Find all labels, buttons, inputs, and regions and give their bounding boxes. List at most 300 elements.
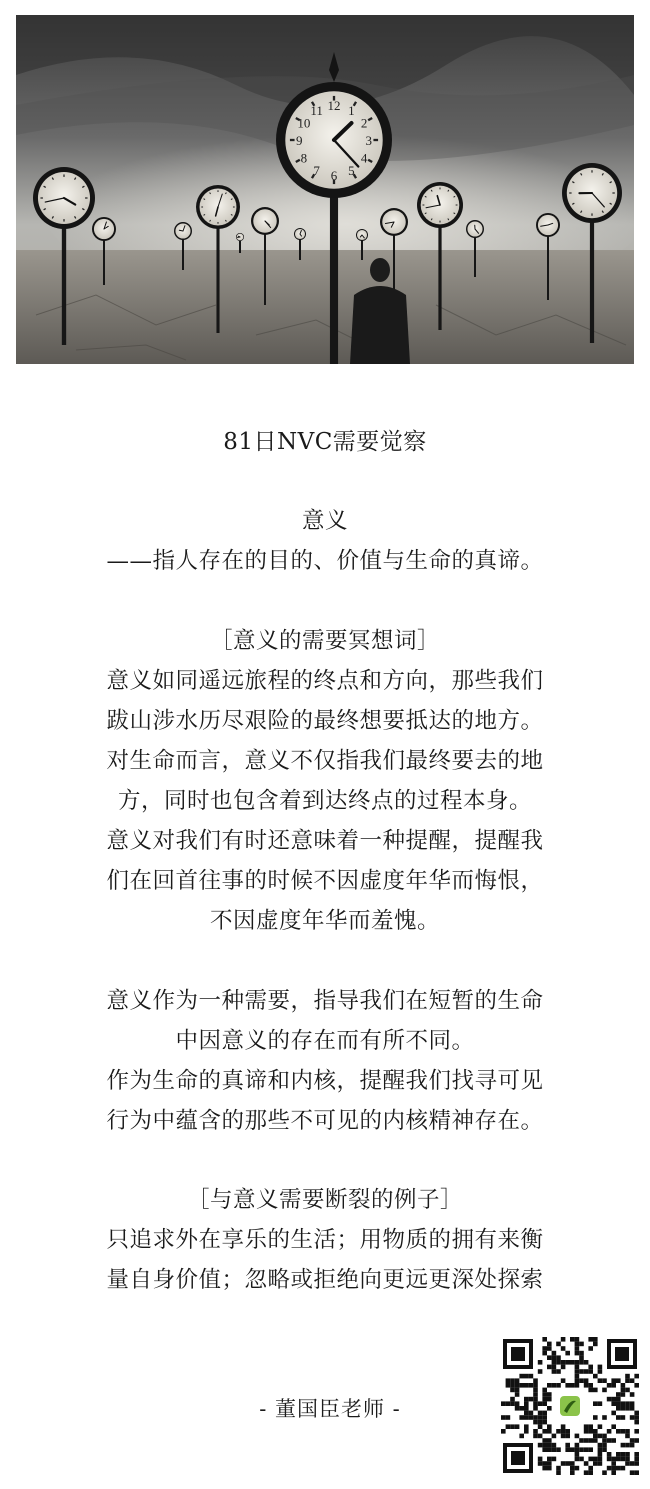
qr-module: [510, 1388, 515, 1393]
clock-numeral: 11: [310, 102, 323, 118]
need-line: 作为生命的真谛和内核，提醒我们找寻可见: [106, 1068, 544, 1094]
meditation-line: 对生命而言，意义不仅指我们最终要去的地: [106, 748, 544, 774]
qr-module: [588, 1466, 593, 1471]
qr-module: [515, 1383, 520, 1388]
clock-numeral: 4: [360, 150, 368, 166]
qr-module: [616, 1415, 621, 1420]
qr-module: [621, 1392, 626, 1397]
qr-module: [570, 1337, 575, 1342]
qr-module: [556, 1342, 561, 1347]
qr-module: [547, 1355, 552, 1360]
qr-module: [575, 1342, 580, 1347]
example-block: [70, 1180, 580, 1300]
qr-module: [519, 1383, 524, 1388]
qr-module: [630, 1470, 635, 1475]
qr-module: [533, 1420, 538, 1425]
qr-module: [570, 1461, 575, 1466]
qr-module: [602, 1378, 607, 1383]
qr-module: [588, 1337, 593, 1342]
qr-module: [519, 1406, 524, 1411]
qr-module: [634, 1470, 639, 1475]
qr-module: [542, 1397, 547, 1402]
qr-module: [579, 1457, 584, 1462]
qr-module: [575, 1346, 580, 1351]
qr-module: [621, 1383, 626, 1388]
qr-module: [542, 1443, 547, 1448]
qr-module: [547, 1342, 552, 1347]
qr-module: [630, 1378, 635, 1383]
qr-module: [561, 1434, 566, 1439]
qr-module: [547, 1438, 552, 1443]
example-line: 只追求外在享乐的生活；用物质的拥有来衡: [106, 1227, 544, 1253]
need-line: 行为中蕴含的那些不可见的内核精神存在。: [106, 1108, 544, 1134]
qr-module: [515, 1424, 520, 1429]
meditation-line: 方，同时也包含着到达终点的过程本身。: [117, 788, 532, 814]
qr-module: [607, 1466, 612, 1471]
qr-module: [602, 1447, 607, 1452]
qr-module: [547, 1443, 552, 1448]
qr-module: [584, 1429, 589, 1434]
qr-module: [547, 1424, 552, 1429]
qr-module: [542, 1337, 547, 1342]
qr-module: [547, 1346, 552, 1351]
qr-module: [616, 1406, 621, 1411]
qr-module: [630, 1401, 635, 1406]
qr-module: [575, 1452, 580, 1457]
qr-module: [547, 1397, 552, 1402]
qr-module: [561, 1365, 566, 1370]
hero-image: [16, 15, 634, 364]
qr-module: [538, 1369, 543, 1374]
qr-module: [579, 1378, 584, 1383]
qr-module: [598, 1369, 603, 1374]
qr-module: [552, 1369, 557, 1374]
qr-module: [584, 1447, 589, 1452]
qr-module: [602, 1434, 607, 1439]
qr-module: [515, 1406, 520, 1411]
qr-module: [588, 1369, 593, 1374]
qr-module: [547, 1392, 552, 1397]
qr-module: [547, 1406, 552, 1411]
qr-module: [547, 1365, 552, 1370]
qr-module: [598, 1457, 603, 1462]
qr-module: [621, 1401, 626, 1406]
meditation-line: 不因虚度年华而羞愧。: [209, 908, 440, 934]
qr-module: [625, 1429, 630, 1434]
need-block: [70, 981, 580, 1141]
qr-module: [598, 1378, 603, 1383]
qr-module: [625, 1406, 630, 1411]
qr-module: [611, 1424, 616, 1429]
qr-module: [616, 1397, 621, 1402]
clock-numeral: 8: [300, 150, 308, 166]
qr-module: [501, 1415, 506, 1420]
qr-module: [588, 1447, 593, 1452]
clock-numeral: 7: [313, 163, 320, 179]
qr-module: [570, 1447, 575, 1452]
qr-module: [584, 1461, 589, 1466]
qr-module: [634, 1461, 639, 1466]
qr-module: [593, 1337, 598, 1342]
qr-module: [519, 1415, 524, 1420]
qr-module: [634, 1452, 639, 1457]
qr-module: [506, 1415, 511, 1420]
need-line: 中因意义的存在而有所不同。: [175, 1028, 475, 1054]
qr-module: [538, 1457, 543, 1462]
qr-module: [611, 1411, 616, 1416]
qr-module: [607, 1438, 612, 1443]
qr-module: [616, 1457, 621, 1462]
qr-module: [611, 1383, 616, 1388]
qr-module: [529, 1415, 534, 1420]
qr-module: [575, 1365, 580, 1370]
qr-module: [524, 1406, 529, 1411]
qr-module: [630, 1461, 635, 1466]
qr-module: [593, 1429, 598, 1434]
qr-module: [634, 1415, 639, 1420]
qr-module: [552, 1447, 557, 1452]
qr-module: [524, 1415, 529, 1420]
qr-module: [556, 1360, 561, 1365]
example-heading: ［与意义需要断裂的例子］: [186, 1187, 463, 1213]
qr-module: [593, 1461, 598, 1466]
qr-module: [542, 1401, 547, 1406]
qr-module: [611, 1470, 616, 1475]
qr-module: [584, 1360, 589, 1365]
qr-module: [542, 1420, 547, 1425]
qr-module: [593, 1388, 598, 1393]
qr-module: [598, 1434, 603, 1439]
qr-module: [529, 1397, 534, 1402]
qr-module: [588, 1470, 593, 1475]
qr-module: [533, 1434, 538, 1439]
qr-module: [515, 1388, 520, 1393]
qr-module: [561, 1346, 566, 1351]
qr-module: [625, 1374, 630, 1379]
qr-module: [593, 1401, 598, 1406]
meditation-line: 跋山涉水历尽艰险的最终想要抵达的地方。: [106, 708, 544, 734]
qr-module: [616, 1401, 621, 1406]
qr-module: [598, 1452, 603, 1457]
qr-module: [584, 1383, 589, 1388]
qr-module: [579, 1351, 584, 1356]
qr-module: [533, 1388, 538, 1393]
qr-logo-icon: [557, 1393, 583, 1419]
qr-module: [538, 1360, 543, 1365]
qr-module: [588, 1457, 593, 1462]
qr-module: [538, 1434, 543, 1439]
qr-module: [611, 1438, 616, 1443]
qr-module: [598, 1443, 603, 1448]
qr-module: [542, 1461, 547, 1466]
qr-module: [575, 1369, 580, 1374]
qr-module: [529, 1411, 534, 1416]
qr-module: [616, 1466, 621, 1471]
qr-module: [621, 1466, 626, 1471]
qr-module: [579, 1342, 584, 1347]
qr-module: [524, 1429, 529, 1434]
qr-module: [561, 1360, 566, 1365]
qr-module: [625, 1378, 630, 1383]
qr-module: [538, 1415, 543, 1420]
qr-module: [584, 1424, 589, 1429]
qr-module: [598, 1461, 603, 1466]
qr-module: [524, 1374, 529, 1379]
qr-module: [515, 1392, 520, 1397]
qr-module: [588, 1438, 593, 1443]
qr-module: [602, 1438, 607, 1443]
qr-module: [542, 1438, 547, 1443]
qr-module: [607, 1383, 612, 1388]
qr-module: [593, 1342, 598, 1347]
qr-module: [542, 1388, 547, 1393]
qr-module: [584, 1438, 589, 1443]
qr-module: [575, 1383, 580, 1388]
qr-module: [602, 1443, 607, 1448]
qr-module: [584, 1369, 589, 1374]
qr-module: [602, 1388, 607, 1393]
qr-module: [625, 1434, 630, 1439]
qr-module: [510, 1383, 515, 1388]
qr-module: [602, 1470, 607, 1475]
qr-module: [552, 1351, 557, 1356]
qr-module: [621, 1452, 626, 1457]
definition-term: 意义: [301, 508, 348, 534]
author-signature: - 董国臣老师 -: [259, 1397, 401, 1421]
qr-module: [630, 1406, 635, 1411]
qr-module: [575, 1374, 580, 1379]
qr-module: [593, 1457, 598, 1462]
qr-module: [538, 1401, 543, 1406]
qr-module: [611, 1457, 616, 1462]
qr-module: [561, 1429, 566, 1434]
qr-module: [575, 1434, 580, 1439]
clocks-field-illustration: [16, 15, 634, 364]
qr-module: [598, 1424, 603, 1429]
qr-module: [630, 1443, 635, 1448]
qr-module: [625, 1401, 630, 1406]
qr-module: [506, 1424, 511, 1429]
qr-module: [538, 1420, 543, 1425]
qr-module: [547, 1461, 552, 1466]
qr-module: [634, 1429, 639, 1434]
qr-module: [565, 1461, 570, 1466]
qr-module: [593, 1438, 598, 1443]
qr-module: [607, 1429, 612, 1434]
qr-module: [634, 1383, 639, 1388]
qr-module: [542, 1346, 547, 1351]
qr-module: [547, 1466, 552, 1471]
qr-module: [533, 1397, 538, 1402]
qr-module: [524, 1383, 529, 1388]
clock-numeral: 9: [295, 133, 303, 148]
clock-numeral: 1: [348, 102, 355, 118]
qr-module: [634, 1457, 639, 1462]
qr-module: [552, 1365, 557, 1370]
qr-module: [570, 1466, 575, 1471]
example-line: 量自身价值；忽略或拒绝向更远更深处探索: [106, 1267, 544, 1293]
qr-module: [598, 1365, 603, 1370]
qr-module: [625, 1457, 630, 1462]
qr-module: [570, 1470, 575, 1475]
qr-module: [552, 1457, 557, 1462]
clock-numeral: 3: [365, 133, 373, 148]
qr-module: [575, 1378, 580, 1383]
qr-module: [621, 1429, 626, 1434]
qr-module: [542, 1415, 547, 1420]
qr-module: [510, 1424, 515, 1429]
qr-module: [625, 1461, 630, 1466]
definition-text: ——指人存在的目的、价值与生命的真谛。: [106, 548, 544, 574]
need-line: 意义作为一种需要，指导我们在短暂的生命: [106, 988, 544, 1014]
clock-numeral: 10: [297, 115, 311, 131]
clock-numeral: 6: [330, 167, 338, 183]
qr-module: [552, 1360, 557, 1365]
qr-module: [593, 1434, 598, 1439]
qr-module: [547, 1383, 552, 1388]
qr-module: [529, 1383, 534, 1388]
qr-module: [542, 1392, 547, 1397]
qr-module: [538, 1443, 543, 1448]
qr-module: [556, 1470, 561, 1475]
qr-module: [524, 1401, 529, 1406]
qr-module: [533, 1392, 538, 1397]
qr-module: [611, 1461, 616, 1466]
qr-module: [542, 1447, 547, 1452]
qr-module: [561, 1424, 566, 1429]
qr-module: [542, 1351, 547, 1356]
qr-module: [607, 1457, 612, 1462]
qr-module: [579, 1447, 584, 1452]
qr-module: [561, 1337, 566, 1342]
qr-module: [542, 1429, 547, 1434]
qr-module: [561, 1378, 566, 1383]
clock-numeral: 2: [360, 115, 368, 131]
qr-module: [584, 1378, 589, 1383]
qr-module: [519, 1434, 524, 1439]
qr-module: [579, 1360, 584, 1365]
qr-module: [506, 1383, 511, 1388]
qr-module: [611, 1401, 616, 1406]
qr-module: [621, 1415, 626, 1420]
qr-module: [575, 1360, 580, 1365]
qr-module: [630, 1392, 635, 1397]
qr-module: [575, 1457, 580, 1462]
qr-module: [524, 1397, 529, 1402]
qr-module: [538, 1461, 543, 1466]
meditation-line: 意义对我们有时还意味着一种提醒，提醒我: [106, 828, 544, 854]
qr-module: [506, 1378, 511, 1383]
qr-module: [634, 1438, 639, 1443]
qr-module: [584, 1470, 589, 1475]
qr-module: [533, 1406, 538, 1411]
qr-module: [524, 1424, 529, 1429]
qr-module: [575, 1447, 580, 1452]
qr-module: [547, 1457, 552, 1462]
qr-module: [634, 1420, 639, 1425]
qr-module: [565, 1383, 570, 1388]
page-title: 81日NVC需要觉察: [223, 429, 427, 455]
qr-module: [533, 1429, 538, 1434]
meditation-line: 们在回首往事的时候不因虚度年华而悔恨，: [106, 868, 544, 894]
meditation-heading: ［意义的需要冥想词］: [209, 628, 440, 654]
qr-module: [556, 1466, 561, 1471]
qr-module: [510, 1401, 515, 1406]
qr-module: [506, 1401, 511, 1406]
qr-module: [607, 1452, 612, 1457]
qr-module: [524, 1411, 529, 1416]
qr-module: [565, 1447, 570, 1452]
definition-block: [70, 501, 580, 581]
qr-module: [630, 1438, 635, 1443]
qr-module: [515, 1378, 520, 1383]
qr-module: [565, 1360, 570, 1365]
qr-module: [611, 1378, 616, 1383]
qr-module: [634, 1411, 639, 1416]
qr-module: [588, 1346, 593, 1351]
qr-module: [579, 1438, 584, 1443]
qr-module: [547, 1429, 552, 1434]
qr-module: [556, 1447, 561, 1452]
qr-module: [616, 1378, 621, 1383]
qr-module: [588, 1383, 593, 1388]
qr-module: [510, 1397, 515, 1402]
qr-module: [611, 1466, 616, 1471]
meditation-line: 意义如同遥远旅程的终点和方向，那些我们: [106, 668, 544, 694]
qr-module: [515, 1401, 520, 1406]
qr-module: [588, 1429, 593, 1434]
qr-module: [598, 1447, 603, 1452]
qr-module: [519, 1374, 524, 1379]
qr-module: [538, 1424, 543, 1429]
qr-module: [565, 1351, 570, 1356]
qr-module: [621, 1443, 626, 1448]
qr-module: [634, 1374, 639, 1379]
qr-module: [556, 1369, 561, 1374]
qr-module: [575, 1337, 580, 1342]
qr-module: [529, 1374, 534, 1379]
qr-module: [552, 1443, 557, 1448]
qr-code-icon[interactable]: [501, 1337, 639, 1475]
qr-module: [593, 1415, 598, 1420]
clock-numeral: 12: [327, 98, 341, 114]
qr-module: [552, 1355, 557, 1360]
qr-module: [588, 1424, 593, 1429]
qr-module: [588, 1365, 593, 1370]
qr-module: [575, 1351, 580, 1356]
qr-module: [542, 1411, 547, 1416]
qr-module: [565, 1434, 570, 1439]
qr-module: [556, 1429, 561, 1434]
clock-numeral: 5: [348, 163, 355, 179]
qr-module: [552, 1383, 557, 1388]
qr-module: [588, 1388, 593, 1393]
qr-module: [598, 1401, 603, 1406]
qr-module: [616, 1429, 621, 1434]
qr-module: [570, 1383, 575, 1388]
qr-module: [593, 1374, 598, 1379]
qr-module: [542, 1466, 547, 1471]
qr-module: [602, 1415, 607, 1420]
qr-module: [621, 1388, 626, 1393]
qr-module: [625, 1452, 630, 1457]
qr-module: [510, 1378, 515, 1383]
qr-module: [570, 1360, 575, 1365]
qr-module: [621, 1457, 626, 1462]
qr-module: [575, 1443, 580, 1448]
qr-module: [556, 1355, 561, 1360]
qr-module: [501, 1401, 506, 1406]
